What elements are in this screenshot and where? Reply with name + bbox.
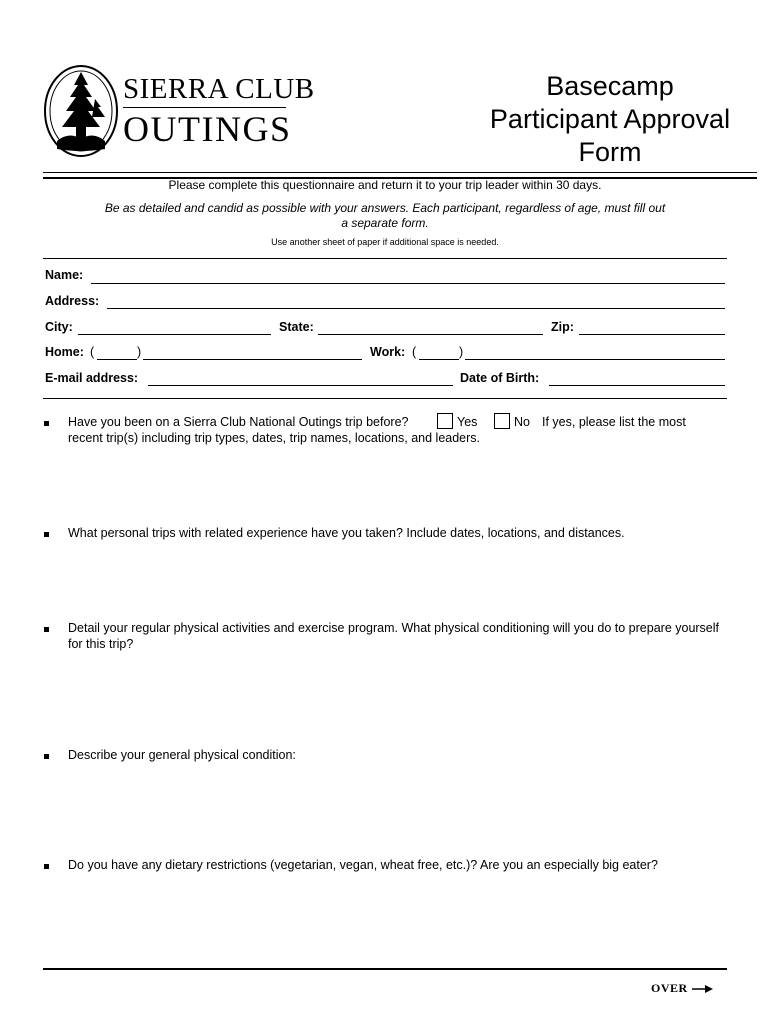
email-label: E-mail address: [45, 371, 139, 385]
bullet-icon [44, 864, 49, 869]
bullet-icon [44, 754, 49, 759]
bullet-icon [44, 627, 49, 632]
state-label: State: [279, 320, 314, 334]
dob-field[interactable] [549, 385, 725, 386]
intro-candid-note: Be as detailed and candid as possible with your answers. Each participant, regardless of age, must fill out a separate form. [104, 201, 666, 230]
tree-seal-icon [43, 63, 123, 159]
q1-no-label: No [514, 415, 530, 429]
work-phone-field[interactable] [465, 359, 725, 360]
bullet-icon [44, 532, 49, 537]
footer-divider [43, 968, 727, 970]
question-1-followup-line-2: recent trip(s) including trip types, dates, trip names, locations, and leaders. [68, 431, 481, 445]
city-field[interactable] [78, 334, 271, 335]
home-phone-label: Home: [45, 345, 84, 359]
address-field[interactable] [107, 308, 725, 309]
over-label: OVER [651, 981, 688, 995]
intro-extra-sheet-note: Use another sheet of paper if additional space is needed. [271, 237, 499, 247]
logo-text-sierra-club: SIERRA CLUB [123, 73, 315, 105]
home-area-open-paren: ( [90, 345, 95, 359]
q1-yes-checkbox[interactable] [437, 413, 453, 429]
logo-text-outings: OUTINGS [123, 109, 292, 149]
work-area-code-field[interactable] [419, 359, 459, 360]
name-field[interactable] [91, 283, 725, 284]
bullet-icon [44, 421, 49, 426]
zip-field[interactable] [579, 334, 725, 335]
arrow-right-icon [692, 984, 714, 994]
city-label: City: [45, 320, 73, 334]
work-area-close-paren: ) [459, 345, 464, 359]
title-line-1: Basecamp [546, 71, 674, 101]
email-field[interactable] [148, 385, 453, 386]
q1-yes-label: Yes [457, 415, 478, 429]
question-1-followup: If yes, please list the most [542, 415, 686, 429]
work-area-open-paren: ( [412, 345, 417, 359]
intro-divider [43, 258, 727, 259]
intro-instructions: Please complete this questionnaire and return it to your trip leader within 30 days. [168, 178, 602, 192]
home-phone-field[interactable] [143, 359, 362, 360]
question-4-text: Describe your general physical condition: [68, 748, 296, 762]
name-label: Name: [45, 268, 84, 282]
zip-label: Zip: [551, 320, 574, 334]
q1-no-checkbox[interactable] [494, 413, 510, 429]
title-line-3: Form [578, 137, 642, 167]
form-title [470, 70, 750, 169]
state-field[interactable] [318, 334, 543, 335]
question-2-text: What personal trips with related experience have you taken? Include dates, locations, and distances. [68, 526, 625, 540]
question-3-text: Detail your regular physical activities and exercise program. What physical conditioning will you do to prepare yourself for this trip? [68, 621, 720, 651]
question-1-text: Have you been on a Sierra Club National Outings trip before? [68, 415, 409, 429]
work-phone-label: Work: [370, 345, 406, 359]
title-line-2: Participant Approval [489, 104, 731, 134]
dob-label: Date of Birth: [460, 371, 540, 385]
question-5-text: Do you have any dietary restrictions (vegetarian, vegan, wheat free, etc.)? Are you an especially big eater? [68, 858, 658, 872]
address-label: Address: [45, 294, 100, 308]
home-area-code-field[interactable] [97, 359, 137, 360]
home-area-close-paren: ) [137, 345, 142, 359]
fields-divider [43, 398, 727, 399]
